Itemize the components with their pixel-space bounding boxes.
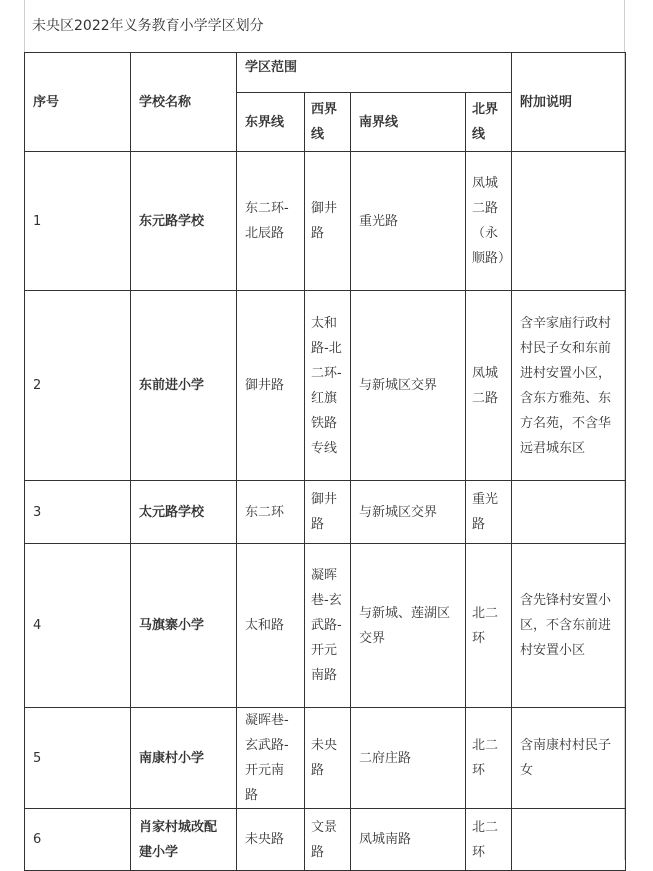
table-row (25, 544, 626, 708)
row-east: 太和路 (237, 544, 305, 708)
row-east: 东二环-北辰路 (237, 152, 305, 291)
row-south: 凤城南路 (351, 809, 466, 871)
row-north: 北二环 (466, 708, 512, 809)
row-school: 太元路学校 (131, 481, 237, 544)
row-west: 文景路 (305, 809, 351, 871)
row-note: 含先锋村安置小区，不含东前进村安置小区 (512, 544, 626, 708)
row-school: 南康村小学 (131, 708, 237, 809)
header-row-top (25, 53, 626, 93)
row-north: 北二环 (466, 809, 512, 871)
row-east: 东二环 (237, 481, 305, 544)
row-school: 肖家村城改配建小学 (131, 809, 237, 871)
row-north: 凤城二路（永顺路） (466, 152, 512, 291)
row-south: 与新城、莲湖区交界 (351, 544, 466, 708)
table-row (25, 291, 626, 481)
row-index: 3 (25, 481, 131, 544)
row-west: 御井路 (305, 481, 351, 544)
header-north: 北界线 (466, 93, 512, 152)
table-row (25, 809, 626, 871)
row-west: 御井路 (305, 152, 351, 291)
row-note (512, 481, 626, 544)
row-east: 未央路 (237, 809, 305, 871)
row-south: 与新城区交界 (351, 481, 466, 544)
row-east: 御井路 (237, 291, 305, 481)
row-index: 1 (25, 152, 131, 291)
row-west: 未央路 (305, 708, 351, 809)
row-west: 凝晖巷-玄武路-开元南路 (305, 544, 351, 708)
header-index: 序号 (25, 53, 131, 152)
row-note: 含南康村村民子女 (512, 708, 626, 809)
row-east: 凝晖巷-玄武路-开元南路 (237, 708, 305, 809)
district-table (24, 52, 626, 871)
row-note: 含辛家庙行政村村民子女和东前进村安置小区，含东方雅苑、东方名苑，不含华远君城东区 (512, 291, 626, 481)
header-east: 东界线 (237, 93, 305, 152)
table-row (25, 481, 626, 544)
row-north: 凤城二路 (466, 291, 512, 481)
row-school: 东前进小学 (131, 291, 237, 481)
row-note (512, 809, 626, 871)
row-north: 重光路 (466, 481, 512, 544)
table-row (25, 152, 626, 291)
row-index: 2 (25, 291, 131, 481)
table-row (25, 708, 626, 809)
row-index: 6 (25, 809, 131, 871)
row-south: 二府庄路 (351, 708, 466, 809)
header-note: 附加说明 (512, 53, 626, 152)
row-north: 北二环 (466, 544, 512, 708)
row-south: 重光路 (351, 152, 466, 291)
header-range: 学区范围 (237, 53, 512, 93)
row-west: 太和路-北二环-红旗铁路专线 (305, 291, 351, 481)
header-west: 西界线 (305, 93, 351, 152)
header-south: 南界线 (351, 93, 466, 152)
row-index: 4 (25, 544, 131, 708)
row-school: 东元路学校 (131, 152, 237, 291)
header-school: 学校名称 (131, 53, 237, 152)
row-school: 马旗寨小学 (131, 544, 237, 708)
page-title: 未央区2022年义务教育小学学区划分 (32, 18, 264, 34)
row-south: 与新城区交界 (351, 291, 466, 481)
row-note (512, 152, 626, 291)
row-index: 5 (25, 708, 131, 809)
